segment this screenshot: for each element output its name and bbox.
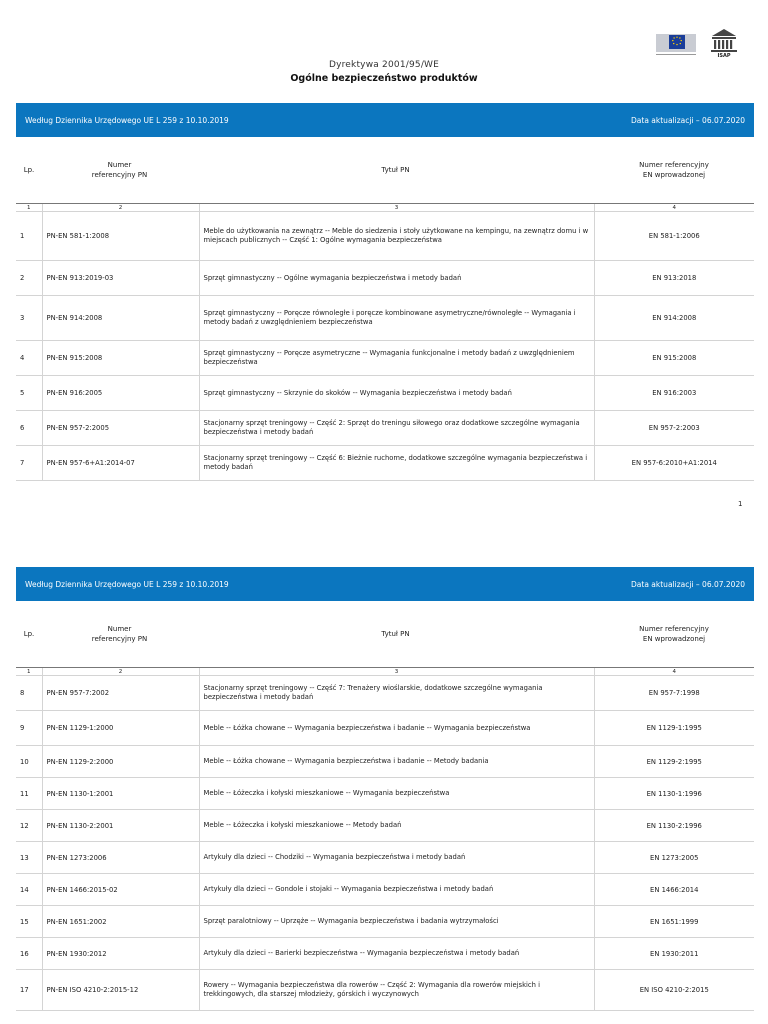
row-pn-title: Stacjonarny sprzęt treningowy -- Część 2: Sprzęt do treningu siłowego oraz dodatkowe szczególne wymagania bezpieczeństwa i metody badań [199,411,594,446]
row-pn-number: PN-EN 913:2019-03 [42,261,199,296]
row-lp: 7 [16,446,42,481]
row-lp: 6 [16,411,42,446]
column-number-row [16,204,754,212]
col-header-pn-number: Numer referencyjny PN [91,160,148,179]
standards-table [16,203,754,481]
row-en-number: EN ISO 4210-2:2015 [594,970,754,1011]
row-pn-number: PN-EN 1651:2002 [42,906,199,938]
journal-reference: Według Dziennika Urzędowego UE L 259 z 10.10.2019 [25,115,229,125]
journal-reference: Według Dziennika Urzędowego UE L 259 z 10.10.2019 [25,579,229,589]
row-en-number: EN 957-6:2010+A1:2014 [594,446,754,481]
row-pn-number: PN-EN 957-2:2005 [42,411,199,446]
column-number-row [16,668,754,676]
column-number: 1 [16,204,42,212]
row-pn-number: PN-EN 957-7:2002 [42,676,199,711]
document-title: Ogólne bezpieczeństwo produktów [290,73,478,84]
update-date: Data aktualizacji – 06.07.2020 [631,579,745,589]
row-pn-title: Meble -- Łóżka chowane -- Wymagania bezpieczeństwa i badanie -- Metody badania [199,746,594,778]
row-pn-number: PN-EN 1273:2006 [42,842,199,874]
row-lp: 4 [16,341,42,376]
row-pn-number: PN-EN 915:2008 [42,341,199,376]
table-row [16,676,754,711]
row-pn-title: Sprzęt gimnastyczny -- Poręcze asymetryczne -- Wymagania funkcjonalne i metody badań z uwzględnieniem bezpieczeństwa [199,341,594,376]
col-header-lp: Lp. [23,165,35,174]
row-en-number: EN 916:2003 [594,376,754,411]
table-row [16,810,754,842]
row-en-number: EN 1129-2:1995 [594,746,754,778]
row-en-number: EN 1129-1:1995 [594,711,754,746]
row-pn-title: Stacjonarny sprzęt treningowy -- Część 7: Trenażery wioślarskie, dodatkowe szczególne wymagania bezpieczeństwa i metody badań [199,676,594,711]
column-number: 3 [199,204,594,212]
row-lp: 2 [16,261,42,296]
row-lp: 5 [16,376,42,411]
column-number: 4 [594,668,754,676]
row-lp: 10 [16,746,42,778]
row-en-number: EN 1651:1999 [594,906,754,938]
table-row [16,906,754,938]
row-pn-number: PN-EN 1130-1:2001 [42,778,199,810]
row-pn-title: Sprzęt gimnastyczny -- Poręcze równoległe i poręcze kombinowane asymetryczne/równoległe -- Wymagania i metody badań z uwzględnieniem bezpieczeństwa [199,296,594,341]
col-header-en-number: Numer referencyjny EN wprowadzonej [639,624,709,643]
row-en-number: EN 957-2:2003 [594,411,754,446]
page-number: 1 [738,500,743,508]
update-date: Data aktualizacji – 06.07.2020 [631,115,745,125]
col-header-pn-number: Numer referencyjny PN [91,624,148,643]
row-pn-title: Artykuły dla dzieci -- Chodziki -- Wymagania bezpieczeństwa i metody badań [199,842,594,874]
row-pn-number: PN-EN 1129-2:2000 [42,746,199,778]
col-header-lp: Lp. [23,629,35,638]
standards-table-body [16,668,754,1011]
european-commission-logo [656,28,698,56]
row-pn-title: Meble -- Łóżka chowane -- Wymagania bezpieczeństwa i badanie -- Wymagania bezpieczeństwa [199,711,594,746]
row-lp: 12 [16,810,42,842]
column-headers [16,601,754,667]
row-lp: 17 [16,970,42,1011]
row-en-number: EN 915:2008 [594,341,754,376]
table-row [16,411,754,446]
column-number: 2 [42,668,199,676]
journal-banner [16,567,754,601]
row-en-number: EN 1930:2011 [594,938,754,970]
row-en-number: EN 581-1:2006 [594,212,754,261]
table-row [16,970,754,1011]
standards-table-body [16,204,754,481]
row-pn-title: Rowery -- Wymagania bezpieczeństwa dla rowerów -- Część 2: Wymagania dla rowerów miejskich i trekkingowych, dla starszej młodzieży, górskich i wyczynowych [199,970,594,1011]
column-headers [16,137,754,203]
row-lp: 9 [16,711,42,746]
row-pn-number: PN-EN 1129-1:2000 [42,711,199,746]
row-pn-title: Sprzęt paralotniowy -- Uprzęże -- Wymagania bezpieczeństwa i badania wytrzymałości [199,906,594,938]
row-lp: 8 [16,676,42,711]
table-row [16,711,754,746]
table-section-page-1 [16,103,754,481]
row-pn-title: Artykuły dla dzieci -- Barierki bezpieczeństwa -- Wymagania bezpieczeństwa i metody badań [199,938,594,970]
table-row [16,938,754,970]
row-pn-number: PN-EN 1130-2:2001 [42,810,199,842]
row-lp: 1 [16,212,42,261]
row-pn-title: Meble do użytkowania na zewnątrz -- Meble do siedzenia i stoły użytkowane na kempingu, na zewnątrz domu i w miejscach publicznych -- Część 1: Ogólne wymagania bezpieczeństwa [199,212,594,261]
table-row [16,341,754,376]
table-row [16,212,754,261]
table-row [16,446,754,481]
document-header [0,60,768,84]
row-lp: 14 [16,874,42,906]
table-row [16,842,754,874]
col-header-pn-title: Tytuł PN [381,629,410,638]
row-pn-number: PN-EN 1466:2015-02 [42,874,199,906]
row-pn-number: PN-EN 916:2005 [42,376,199,411]
row-pn-title: Sprzęt gimnastyczny -- Skrzynie do skoków -- Wymagania bezpieczeństwa i metody badań [199,376,594,411]
row-lp: 11 [16,778,42,810]
row-pn-number: PN-EN 914:2008 [42,296,199,341]
row-pn-number: PN-EN 1930:2012 [42,938,199,970]
row-en-number: EN 914:2008 [594,296,754,341]
row-pn-number: PN-EN 957-6+A1:2014-07 [42,446,199,481]
column-number: 3 [199,668,594,676]
row-lp: 3 [16,296,42,341]
row-en-number: EN 1130-2:1996 [594,810,754,842]
column-number: 2 [42,204,199,212]
header-logos [656,28,742,62]
row-pn-title: Meble -- Łóżeczka i kołyski mieszkaniowe -- Wymagania bezpieczeństwa [199,778,594,810]
directive-number: Dyrektywa 2001/95/WE [328,60,440,70]
row-pn-number: PN-EN 581-1:2008 [42,212,199,261]
isap-logo [706,28,742,62]
row-en-number: EN 1130-1:1996 [594,778,754,810]
table-row [16,376,754,411]
standards-table [16,667,754,1011]
row-en-number: EN 913:2018 [594,261,754,296]
row-en-number: EN 957-7:1998 [594,676,754,711]
row-pn-title: Artykuły dla dzieci -- Gondole i stojaki -- Wymagania bezpieczeństwa i metody badań [199,874,594,906]
table-row [16,296,754,341]
row-en-number: EN 1273:2005 [594,842,754,874]
row-en-number: EN 1466:2014 [594,874,754,906]
column-number: 4 [594,204,754,212]
table-row [16,778,754,810]
col-header-pn-title: Tytuł PN [381,165,410,174]
row-pn-number: PN-EN ISO 4210-2:2015-12 [42,970,199,1011]
row-pn-title: Stacjonarny sprzęt treningowy -- Część 6: Bieżnie ruchome, dodatkowe szczególne wymagania bezpieczeństwa i metody badań [199,446,594,481]
row-pn-title: Meble -- Łóżeczka i kołyski mieszkaniowe -- Metody badań [199,810,594,842]
row-lp: 13 [16,842,42,874]
row-lp: 15 [16,906,42,938]
row-pn-title: Sprzęt gimnastyczny -- Ogólne wymagania bezpieczeństwa i metody badań [199,261,594,296]
table-row [16,874,754,906]
row-lp: 16 [16,938,42,970]
journal-banner [16,103,754,137]
isap-label: ISAP [717,53,731,59]
table-section-page-2 [16,567,754,1011]
table-row [16,261,754,296]
col-header-en-number: Numer referencyjny EN wprowadzonej [639,160,709,179]
table-row [16,746,754,778]
column-number: 1 [16,668,42,676]
